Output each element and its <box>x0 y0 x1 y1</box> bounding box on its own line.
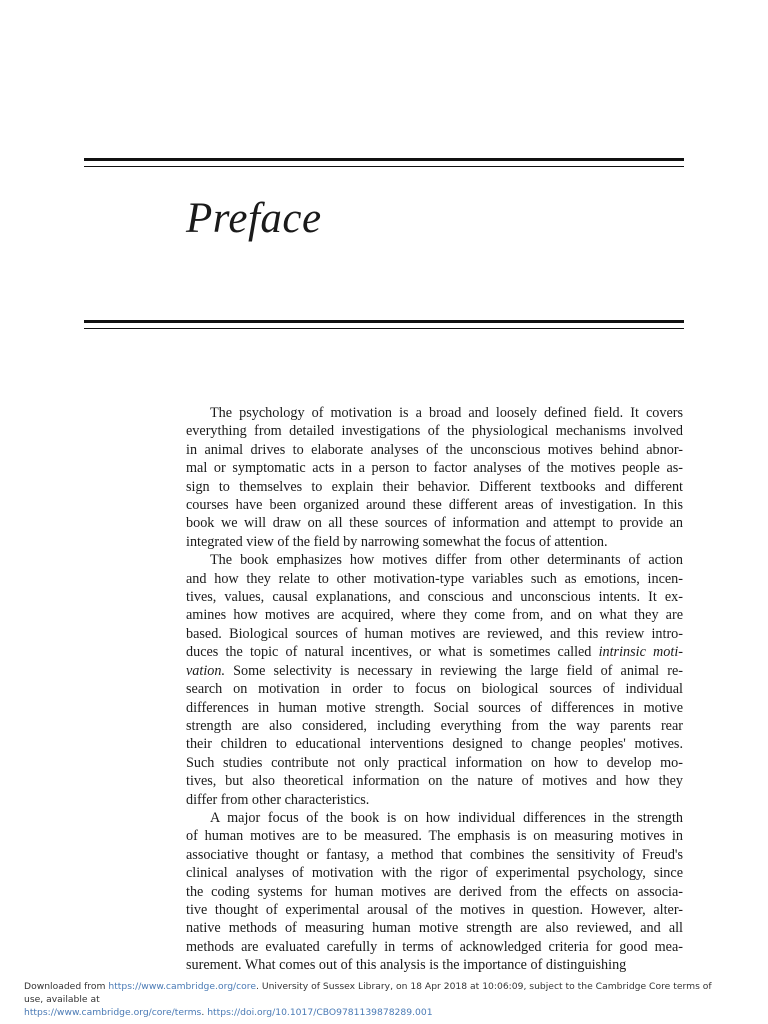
body-line: their children to educational interventions designed to change peoples' motives. <box>186 736 683 753</box>
body-line: differ from other characteristics. <box>186 791 370 808</box>
body-text <box>186 404 683 975</box>
body-line: search on motivation in order to focus on biological sources of individual <box>186 681 683 698</box>
body-line: The book emphasizes how motives differ from other determinants of action <box>210 552 683 569</box>
body-line: the coding systems for human motives are derived from the effects on associa- <box>186 883 683 900</box>
body-line: sign to themselves to explain their behavior. Different textbooks and different <box>186 478 683 495</box>
body-line: associative thought or fantasy, a method that combines the sensitivity of Freud's <box>186 846 683 863</box>
footer-core-link[interactable]: https://www.cambridge.org/core <box>108 981 257 992</box>
body-line: Such studies contribute not only practical information on how to develop mo- <box>186 754 683 771</box>
download-footer <box>24 980 724 1019</box>
body-line: based. Biological sources of human motives are reviewed, and this review intro- <box>186 625 683 642</box>
body-line: tives, values, causal explanations, and conscious and unconscious intents. It ex- <box>186 589 683 606</box>
bottom-rule-thick <box>84 320 684 323</box>
body-line: tive thought of experimental arousal of the motives in question. However, alter- <box>186 901 683 918</box>
body-line: clinical analyses of motivation with the rigor of experimental psychology, since <box>186 865 683 882</box>
body-line: surement. What comes out of this analysis is the importance of distinguishing <box>186 957 627 974</box>
body-line: methods are evaluated carefully in terms of acknowledged criteria for good mea- <box>186 938 683 955</box>
body-line: A major focus of the book is on how individual differences in the strength <box>210 809 683 826</box>
body-line: in animal drives to elaborate analyses of the unconscious motives behind abnor- <box>186 441 683 458</box>
body-line: integrated view of the field by narrowing somewhat the focus of attention. <box>186 533 608 550</box>
body-paragraph <box>186 809 683 975</box>
body-line: amines how motives are acquired, where they come from, and on what they are <box>186 607 683 624</box>
body-line: book we will draw on all these sources of information and attempt to provide an <box>186 515 683 532</box>
footer-doi-link[interactable]: https://doi.org/10.1017/CBO9781139878289.001 <box>207 1007 433 1018</box>
body-line: vation. Some selectivity is necessary in reviewing the large field of animal re- <box>186 662 683 679</box>
footer-terms-link[interactable]: https://www.cambridge.org/core/terms <box>24 1007 202 1018</box>
body-line: The psychology of motivation is a broad and loosely defined field. It covers <box>210 405 683 421</box>
footer-sep: . <box>201 1007 208 1018</box>
body-line: duces the topic of natural incentives, or what is sometimes called intrinsic moti- <box>186 644 683 661</box>
top-rule-thick <box>84 158 684 161</box>
top-rule-thin <box>84 166 684 167</box>
page-title: Preface <box>186 195 322 242</box>
body-line: everything from detailed investigations of the physiological mechanisms involved <box>186 423 683 440</box>
bottom-rule-thin <box>84 328 684 329</box>
footer-middle: . University of Sussex Library, on 18 Apr 2018 at 10:06:09, subject to the Cambridge Core terms of use, available at <box>24 981 712 1005</box>
body-line: tives, but also theoretical information on the nature of motives and how they <box>186 773 683 790</box>
footer-prefix: Downloaded from <box>24 981 109 992</box>
body-line: differences in human motive strength. Social sources of differences in motive <box>186 699 683 716</box>
body-line: and how they relate to other motivation-type variables such as emotions, incen- <box>186 570 683 587</box>
body-line: strength are also considered, including everything from the way parents rear <box>186 717 683 734</box>
body-line: of human motives are to be measured. The emphasis is on measuring motives in <box>186 828 683 845</box>
body-line: mal or symptomatic acts in a person to factor analyses of the motives people as- <box>186 460 683 477</box>
body-paragraph <box>186 551 683 809</box>
body-paragraph <box>186 404 683 551</box>
body-line: native methods of measuring human motive strength are also reviewed, and all <box>186 920 683 937</box>
body-line: courses have been organized around these different areas of investigation. In this <box>186 497 683 514</box>
